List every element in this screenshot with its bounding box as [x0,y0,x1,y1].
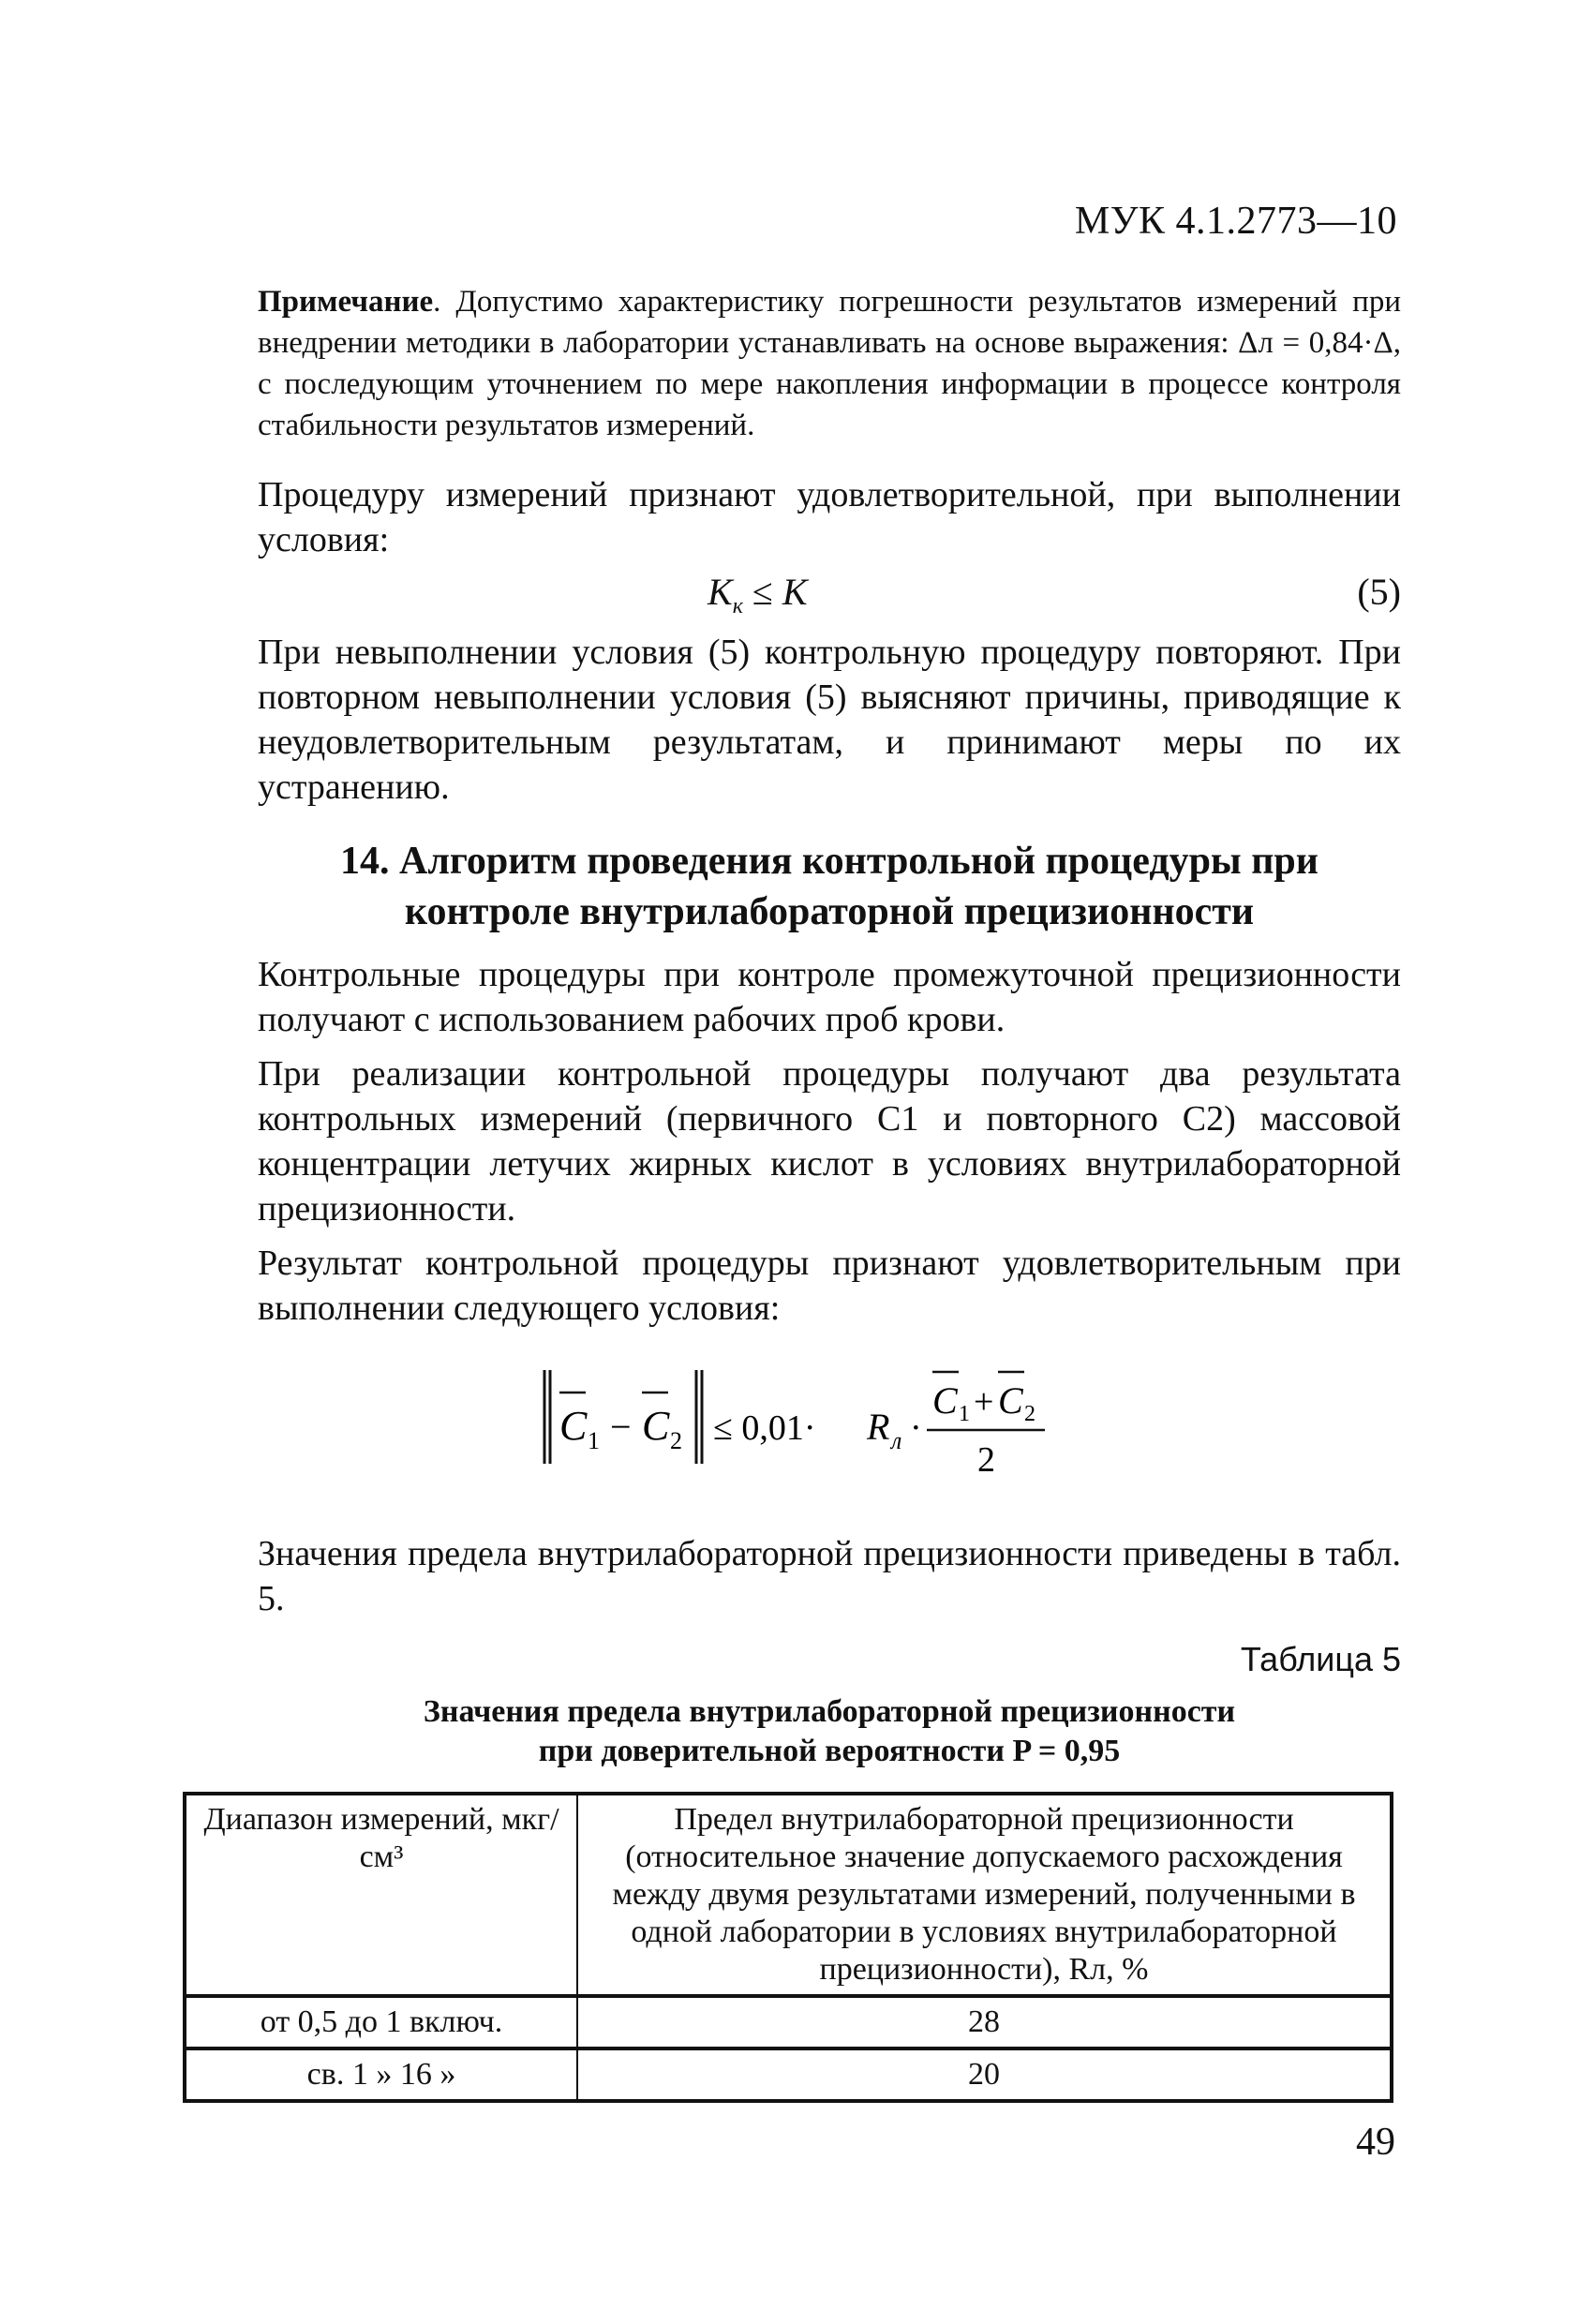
note-text: . Допустимо характеристику погрешности результатов измерений при внедрении методики в лаборатории устанавливать на основе выражения: Δл = 0,84·Δ, с последующим уточнением по мере накопления информации в процессе контроля стабильности результатов измерений. [258,285,1401,442]
section-title-line1: 14. Алгоритм проведения контрольной процедуры при [340,840,1318,883]
paragraph-repeat-procedure: При невыполнении условия (5) контрольную процедуру повторяют. При повторном невыполнении условия (5) выясняют причины, приводящие к неудовлетворительным результатам, и принимают меры по их устранению. [258,633,1401,807]
table-cell-value: 28 [577,1996,1392,2048]
note-paragraph [258,281,1401,446]
table-header-range: Диапазон измерений, мкг/см³ [185,1794,577,1996]
equation-5-expression [708,570,808,619]
equation-5-number: (5) [1357,571,1401,613]
formula-c2-sub: 2 [670,1427,682,1454]
table-title [258,1692,1401,1771]
formula-minus: − [610,1406,632,1448]
table-title-line1: Значения предела внутрилабораторной прецизионности [423,1694,1236,1729]
formula-leq: ≤ 0,01· [713,1408,816,1448]
table-header-row [185,1794,1392,1996]
precision-limit-table [183,1792,1393,2103]
paragraph-procedure-condition: Процедуру измерений признают удовлетворительной, при выполнении условия: [258,475,1401,559]
table-header-limit: Предел внутрилабораторной прецизионности (относительное значение допускаемого расхождения между двумя результатами измерений, полученными в одной лаборатории в условиях внутрилабораторной прецизионности), Rл, % [577,1794,1392,1996]
table-label: Таблица 5 [1240,1640,1401,1678]
formula-graphic [539,1359,1064,1513]
formula-plus: + [974,1382,994,1422]
table-cell-range: св. 1 » 16 » [185,2048,577,2101]
section-14-title [258,836,1401,937]
equation-5-operator: ≤ [742,571,782,613]
formula-num-sub2: 2 [1024,1402,1035,1426]
formula-r-sub: л [891,1427,902,1454]
paragraph-result-condition: Результат контрольной процедуры признают удовлетворительным при выполнении следующего условия: [258,1244,1401,1328]
paragraph-control-procedures: Контрольные процедуры при контроле промежуточной прецизионности получают с использованием рабочих проб крови. [258,955,1401,1039]
formula-num-c2: C [998,1379,1023,1422]
equation-5-lhs-sub: к [732,594,743,618]
section-title-line2: контроле внутрилабораторной прецизионности [404,890,1255,933]
table-cell-range: от 0,5 до 1 включ. [185,1996,577,2048]
note-label: Примечание [258,285,434,319]
formula-dot: · [910,1408,922,1448]
table-row [185,1996,1392,2048]
table-cell-value: 20 [577,2048,1392,2101]
table-title-line2: при доверительной вероятности P = 0,95 [538,1734,1121,1768]
precision-condition-formula [258,1359,1401,1518]
formula-num-sub1: 1 [959,1402,970,1426]
formula-denominator: 2 [977,1440,995,1480]
formula-c2: C [642,1403,670,1449]
page-content [203,281,1401,2103]
equation-5 [258,562,1401,628]
page-number: 49 [1356,2121,1395,2164]
table-row [185,2048,1392,2101]
equation-5-lhs: K [708,571,733,613]
formula-c1-sub: 1 [588,1427,600,1454]
paragraph-table-reference: Значения предела внутрилабораторной прецизионности приведены в табл. 5. [258,1534,1401,1618]
formula-c1: C [559,1403,588,1449]
paragraph-two-results: При реализации контрольной процедуры получают два результата контрольных измерений (первичного C1 и повторного C2) массовой концентрации летучих жирных кислот в условиях внутрилабораторной прецизионности. [258,1054,1401,1229]
equation-5-rhs: K [782,571,808,613]
formula-r: R [867,1406,890,1448]
document-code: МУК 4.1.2773—10 [1074,200,1397,243]
formula-num-c1: C [932,1379,958,1422]
